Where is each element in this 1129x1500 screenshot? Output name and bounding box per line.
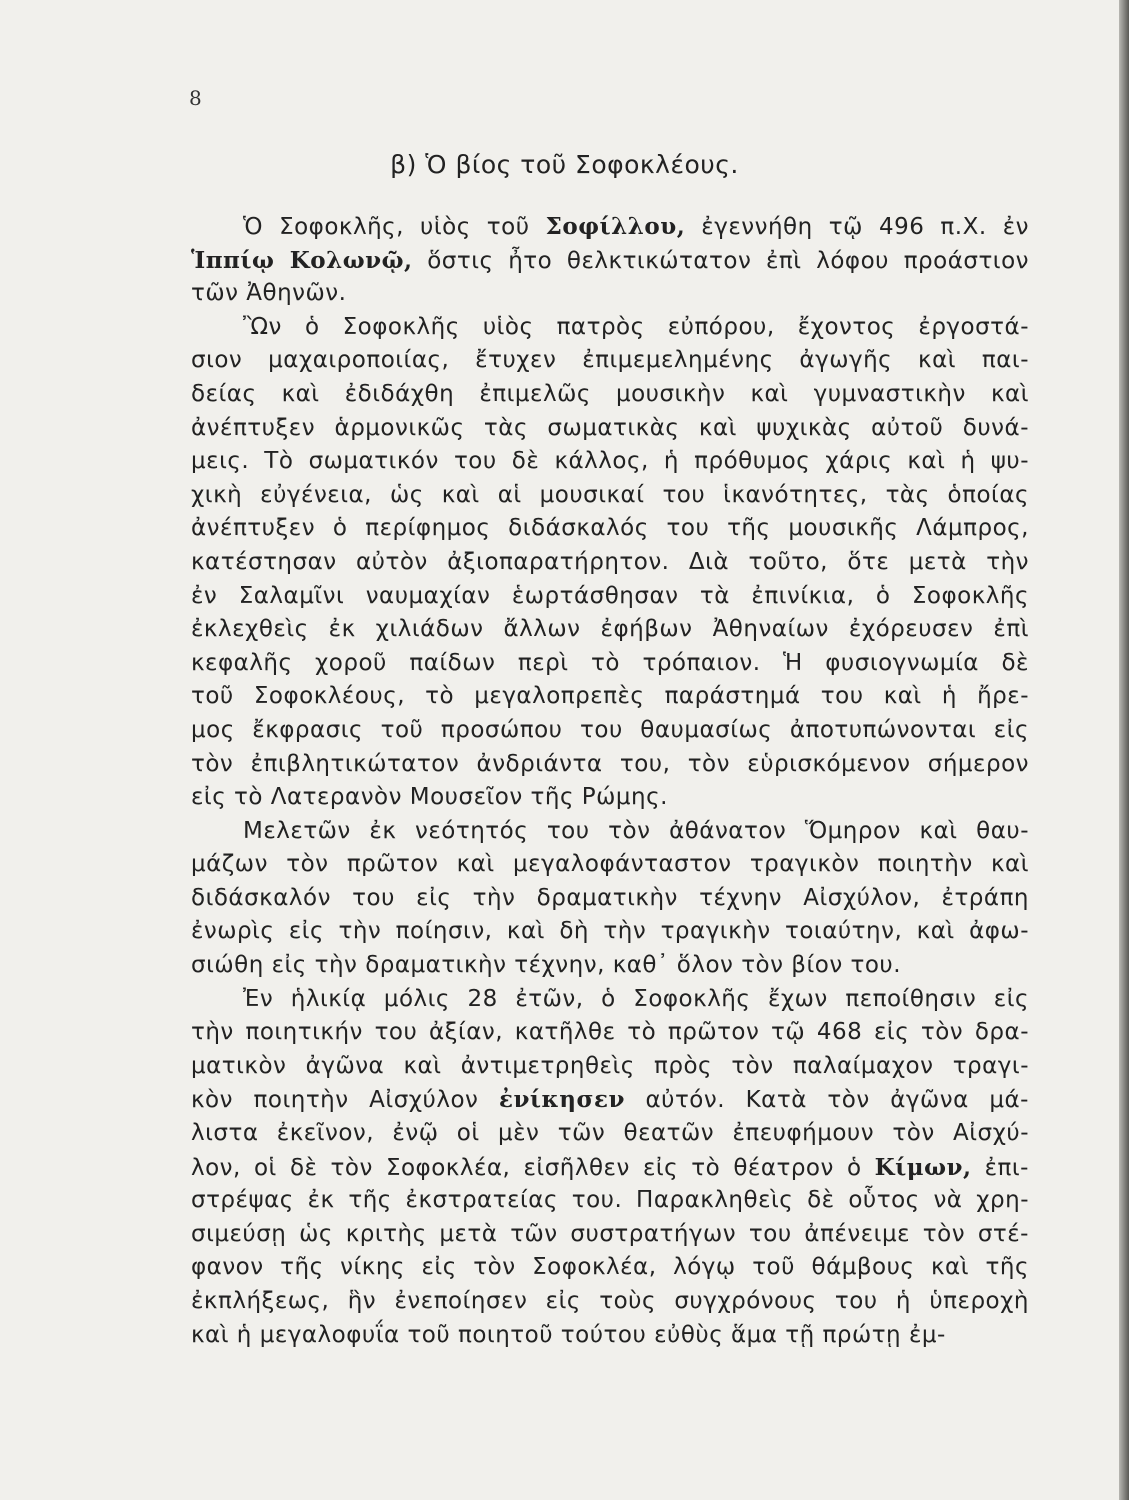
text-line: Μελετῶν ἐκ νεότητός του τὸν ἀθάνατον Ὅμηρον καὶ θαυ- [243,817,1029,844]
page-edge-shadow [1119,0,1129,1500]
text-line: κατέστησαν αὐτὸν ἀξιοπαρατήρητον. Διὰ τοῦτο, ὅτε μετὰ τὴν [191,548,1029,575]
text-line: στρέψας ἐκ τῆς ἐκστρατείας του. Παρακληθεὶς δὲ οὗτος νὰ χρη- [191,1187,1029,1214]
text-line: Ἐν ἡλικίᾳ μόλις 28 ἐτῶν, ὁ Σοφοκλῆς ἔχων πεποίθησιν εἰς [243,985,1029,1012]
emphasized-name: Κίμων, [874,1153,972,1181]
emphasized-name: Σοφίλλου, [545,213,686,240]
text-line: λιστα ἐκεῖνον, ἐνῷ οἱ μὲν τῶν θεατῶν ἐπευφήμουν τὸν Αἰσχύ- [191,1120,1029,1147]
text-line: Ὁ Σοφοκλῆς, υἱὸς τοῦ Σοφίλλου, ἐγεννήθη τῷ 496 π.Χ. ἐν [243,213,1029,240]
text-line: μεις. Τὸ σωματικόν του δὲ κάλλος, ἡ πρόθυμος χάρις καὶ ἡ ψυ- [191,448,1029,475]
page-number: 8 [189,86,202,110]
text-line: Ἱππίῳ Κολωνῷ, ὅστις ἦτο θελκτικώτατον ἐπὶ λόφου προάστιον [191,246,1029,274]
text-line: χικὴ εὐγένεια, ὡς καὶ αἱ μουσικαί του ἱκανότητες, τὰς ὁποίας [191,481,1029,508]
text-line: σιμεύσῃ ὡς κριτὴς μετὰ τῶν συστρατήγων του ἀπένειμε τὸν στέ- [191,1220,1029,1247]
text-line: τὸν ἐπιβλητικώτατον ἀνδριάντα του, τὸν εὑρισκόμενον σήμερον [191,750,1029,777]
text-line: τοῦ Σοφοκλέους, τὸ μεγαλοπρεπὲς παράστημά του καὶ ἡ ἤρε- [191,683,1029,710]
text-line: ἐκλεχθεὶς ἐκ χιλιάδων ἄλλων ἐφήβων Ἀθηναίων ἐχόρευσεν ἐπὶ [191,616,1029,643]
text-line: καὶ ἡ μεγαλοφυΐα τοῦ ποιητοῦ τούτου εὐθὺς ἅμα τῇ πρώτῃ ἐμ- [191,1321,946,1348]
text-line: δείας καὶ ἐδιδάχθη ἐπιμελῶς μουσικὴν καὶ γυμναστικὴν καὶ [191,380,1029,407]
text-line: ἐνωρὶς εἰς τὴν ποίησιν, καὶ δὴ τὴν τραγικὴν τοιαύτην, καὶ ἀφω- [191,918,1029,945]
text-line: ματικὸν ἀγῶνα καὶ ἀντιμετρηθεὶς πρὸς τὸν παλαίμαχον τραγι- [191,1052,1029,1079]
text-line: ἀνέπτυξεν ὁ περίφημος διδάσκαλός του τῆς μουσικῆς Λάμπρος, [191,515,1029,542]
text-line: λον, οἱ δὲ τὸν Σοφοκλέα, εἰσῆλθεν εἰς τὸ θέατρον ὁ Κίμων, ἐπι- [191,1153,1029,1181]
text-line: φανον τῆς νίκης εἰς τὸν Σοφοκλέα, λόγῳ τοῦ θάμβους καὶ τῆς [191,1254,1029,1281]
text-line: μος ἔκφρασις τοῦ προσώπου του θαυμασίως ἀποτυπώνονται εἰς [191,716,1029,743]
text-line: κὸν ποιητὴν Αἰσχύλον ἐνίκησεν αὐτόν. Κατὰ τὸν ἀγῶνα μά- [191,1086,1029,1114]
body-text [191,210,1029,1352]
text-line: τὴν ποιητικήν του ἀξίαν, κατῆλθε τὸ πρῶτον τῷ 468 εἰς τὸν δρα- [191,1019,1029,1046]
text-line: μάζων τὸν πρῶτον καὶ μεγαλοφάνταστον τραγικὸν ποιητὴν καὶ [191,851,1029,878]
text-line: ἐν Σαλαμῖνι ναυμαχίαν ἑωρτάσθησαν τὰ ἐπινίκια, ὁ Σοφοκλῆς [191,582,1029,609]
text-line: σιώθη εἰς τὴν δραματικὴν τέχνην, καθ᾽ ὅλον τὸν βίον του. [191,952,902,979]
text-line: Ὢν ὁ Σοφοκλῆς υἱὸς πατρὸς εὐπόρου, ἔχοντος ἐργοστά- [243,313,1029,340]
emphasized-name: Ἱππίῳ Κολωνῷ, [191,246,413,274]
text-line: ἀνέπτυξεν ἁρμονικῶς τὰς σωματικὰς καὶ ψυχικὰς αὐτοῦ δυνά- [191,414,1029,441]
text-line: σιον μαχαιροποιίας, ἔτυχεν ἐπιμεμελημένης ἀγωγῆς καὶ παι- [191,347,1029,374]
text-line: ἐκπλήξεως, ἣν ἐνεποίησεν εἰς τοὺς συγχρόνους του ἡ ὑπεροχὴ [191,1288,1029,1314]
text-line: τῶν Ἀθηνῶν. [191,280,347,307]
text-line: εἰς τὸ Λατερανὸν Μουσεῖον τῆς Ρώμης. [191,784,668,811]
section-heading: β) Ὁ βίος τοῦ Σοφοκλέους. [390,150,739,179]
emphasized-name: ἐνίκησεν [498,1086,625,1114]
text-line: διδάσκαλόν του εἰς τὴν δραματικὴν τέχνην Αἰσχύλον, ἐτράπη [191,884,1029,911]
text-line: κεφαλῆς χοροῦ παίδων περὶ τὸ τρόπαιον. Ἡ φυσιογνωμία δὲ [191,649,1029,676]
